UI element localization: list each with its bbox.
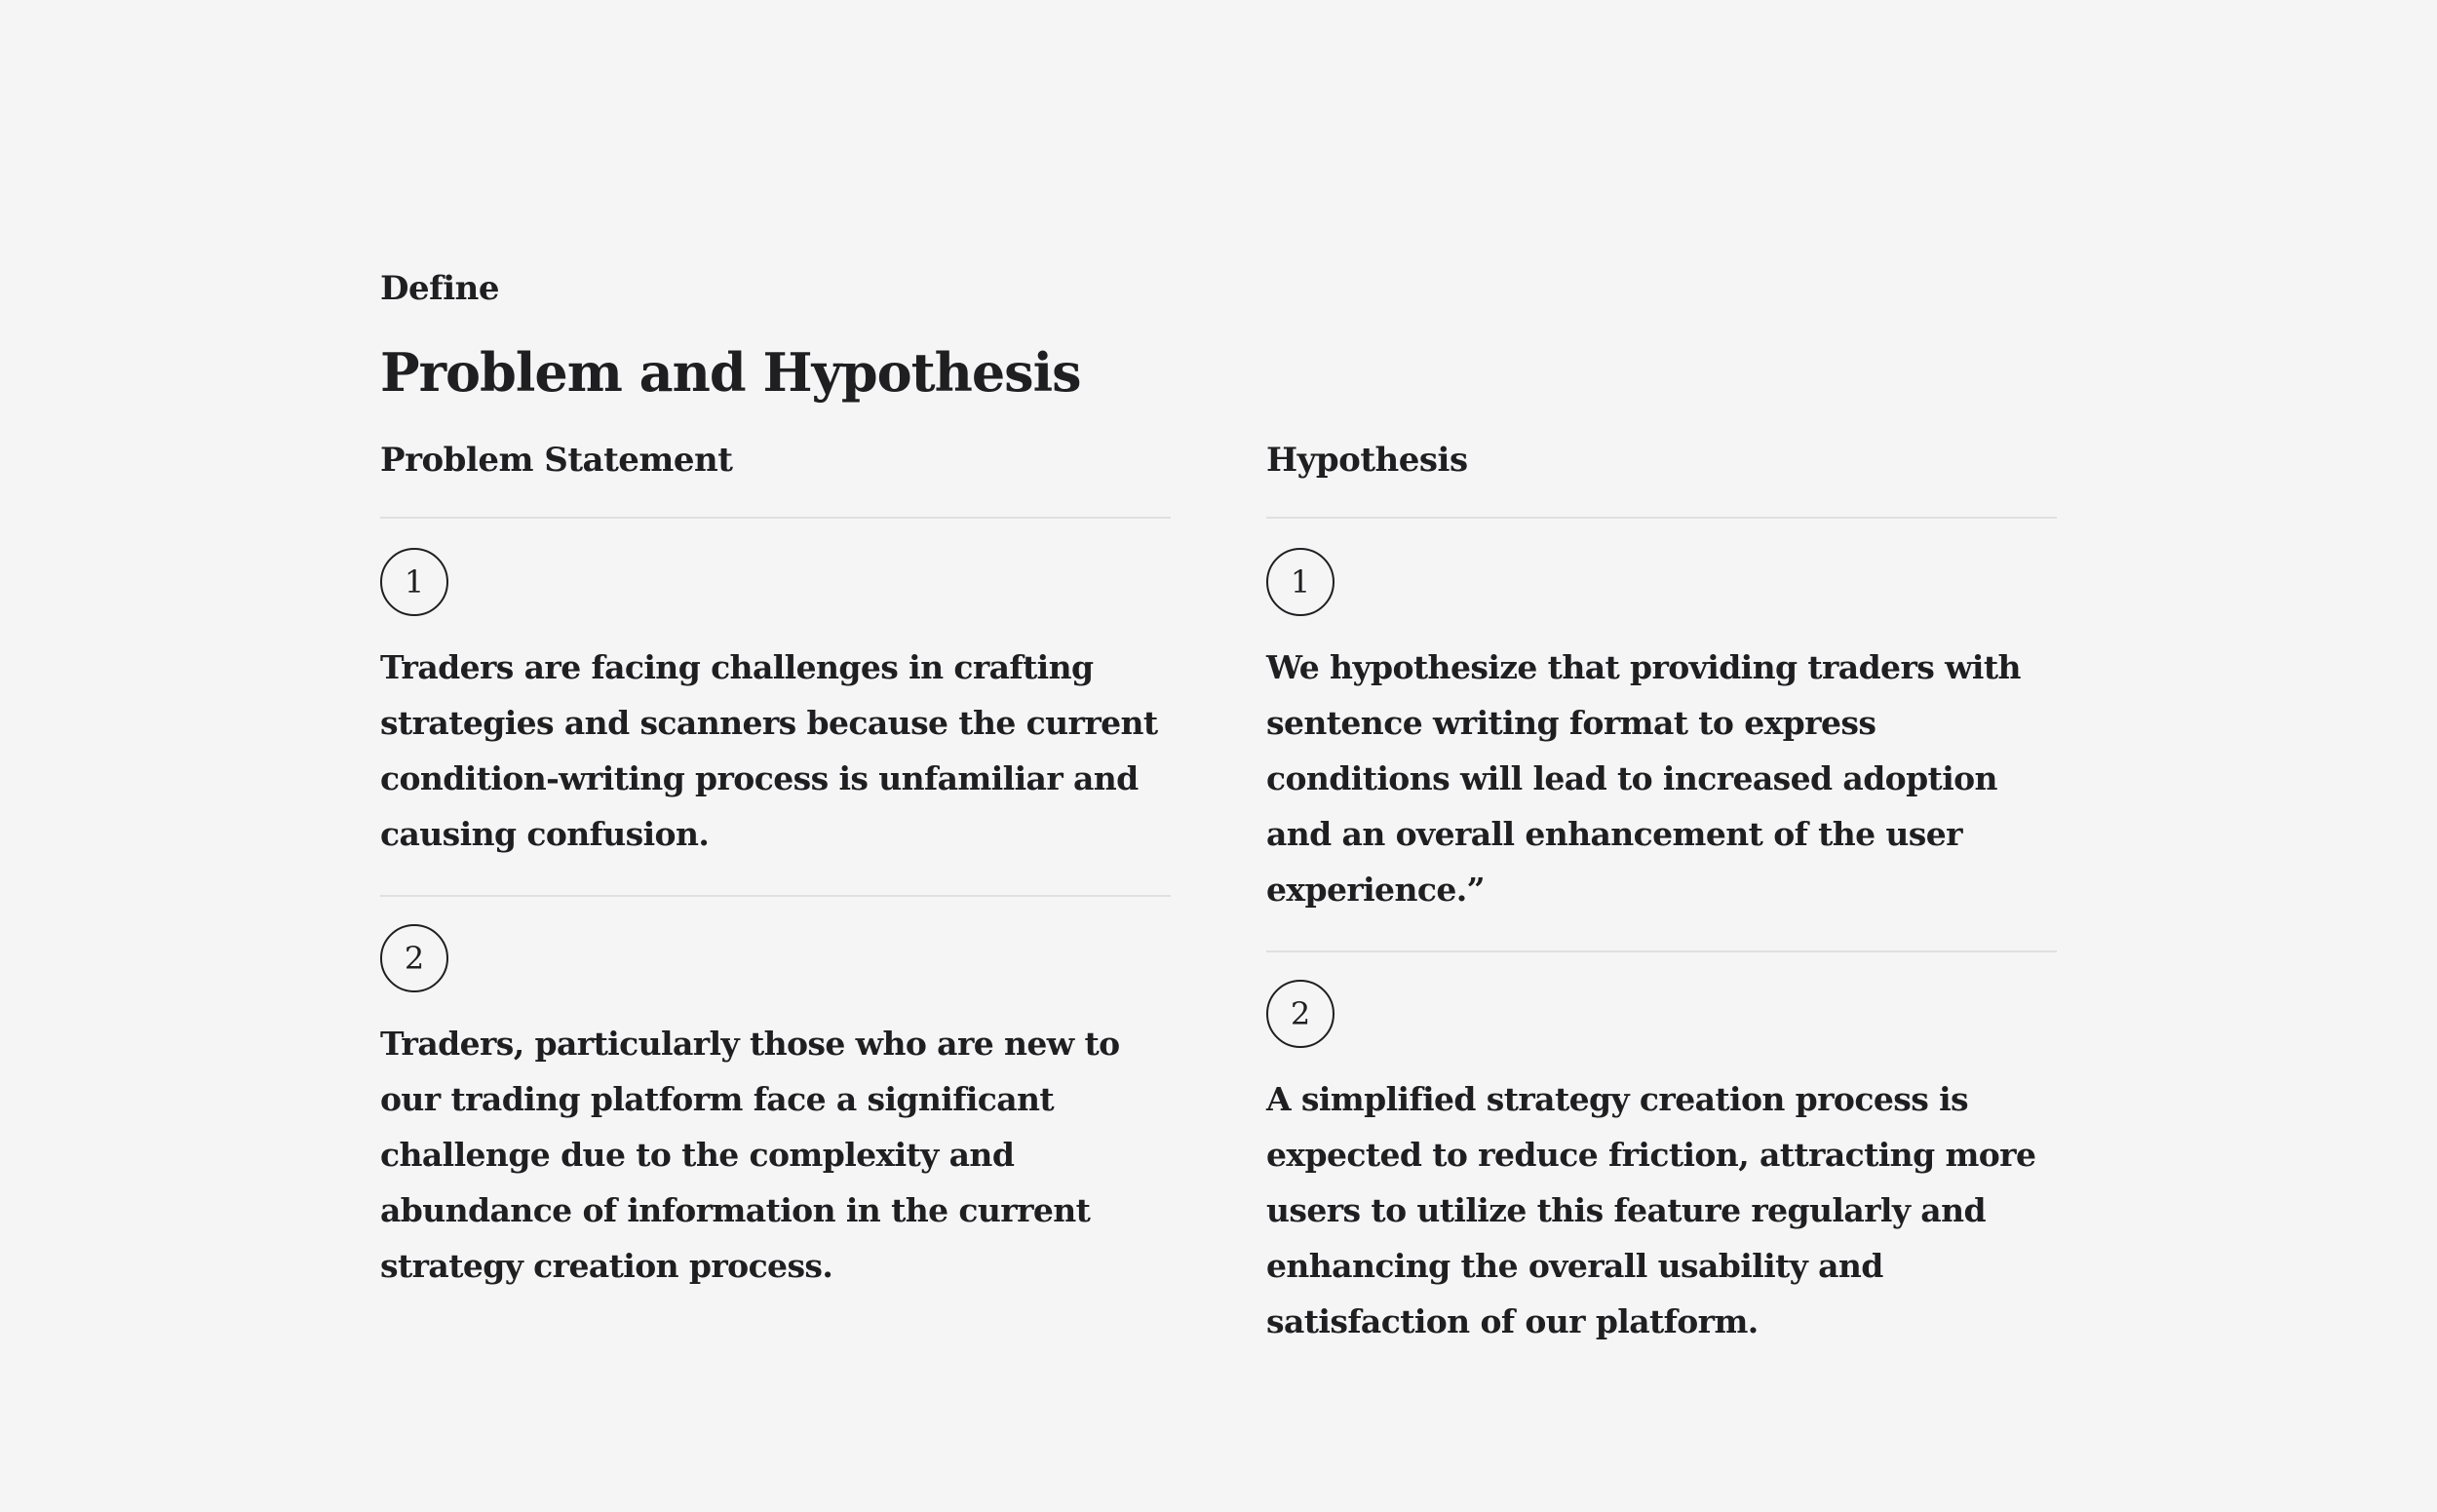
number-badge: 2	[1266, 980, 1335, 1048]
columns	[380, 433, 2057, 1382]
hypothesis-item-2	[1266, 950, 2057, 1382]
section-eyebrow: Define	[380, 269, 500, 308]
problem-text-1: Traders are facing challenges in crafting strategies and scanners because the current condition-writing process is unfamiliar and causing confusion.	[380, 648, 1158, 853]
number-badge: 1	[380, 548, 448, 616]
number-badge: 1	[1266, 548, 1335, 616]
hypothesis-column	[1266, 433, 2057, 1382]
number-badge: 2	[380, 924, 448, 992]
problem-item-1	[380, 519, 1171, 895]
problem-column	[380, 433, 1171, 1382]
problem-heading: Problem Statement	[380, 433, 1171, 519]
hypothesis-item-1	[1266, 519, 2057, 950]
problem-item-2	[380, 895, 1171, 1327]
hypothesis-heading: Hypothesis	[1266, 433, 2057, 519]
hypothesis-text-2: A simplified strategy creation process is expected to reduce friction, attracting more users to utilize this feature regularly and enhancing the overall usability and satisfaction of our platform.	[1266, 1080, 2036, 1340]
hypothesis-text-1: We hypothesize that providing traders with sentence writing format to express conditions will lead to increased adoption and an overall enhancement of the user experience.”	[1266, 648, 2021, 909]
problem-text-2: Traders, particularly those who are new to our trading platform face a significant challenge due to the complexity and abundance of information in the current strategy creation process.	[380, 1025, 1120, 1285]
problem-hypothesis-section	[380, 269, 2057, 1382]
page-title: Problem and Hypothesis	[380, 341, 1081, 404]
